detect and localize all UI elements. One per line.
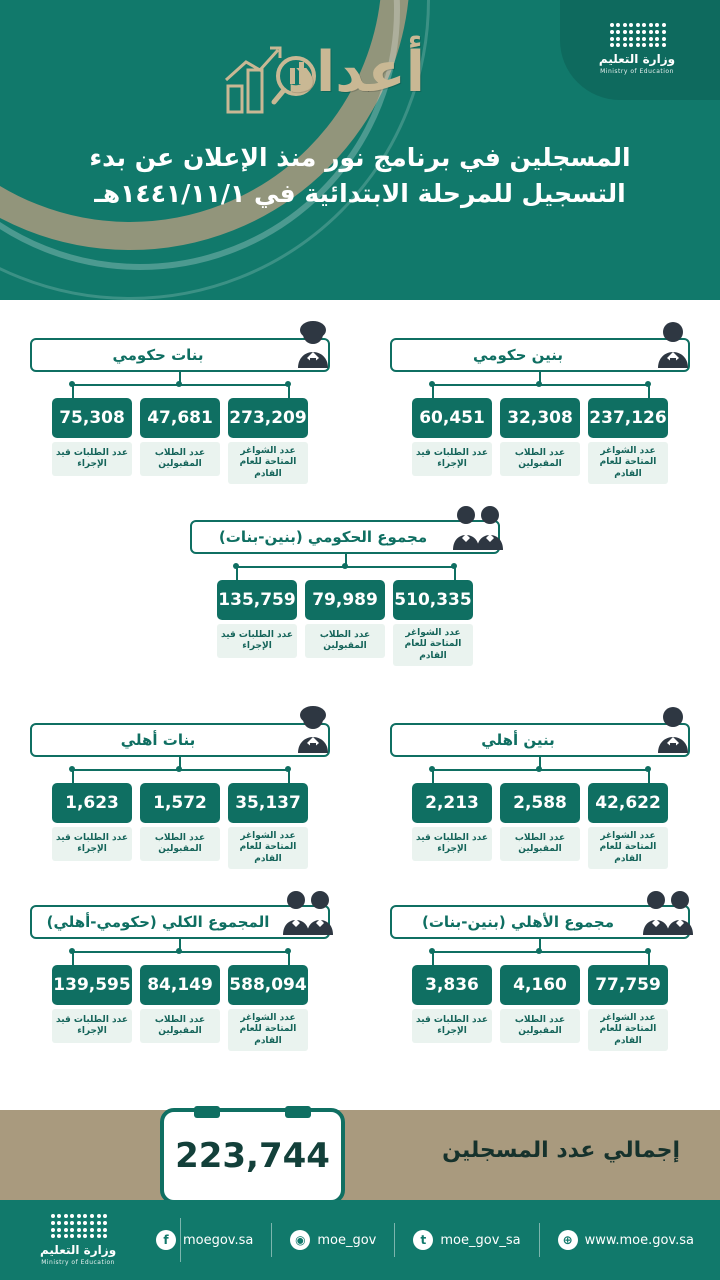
metric-label: عدد الشواغر المتاحة للعام القادم: [588, 1009, 668, 1051]
two-people-icon: [638, 885, 700, 939]
metric-label: عدد الشواغر المتاحة للعام القادم: [393, 624, 473, 666]
metric-label: عدد الطلاب المقبولين: [500, 827, 580, 861]
section-gov-total: [190, 520, 500, 666]
metrics-row: [30, 398, 330, 484]
metric-value: 77,759: [588, 965, 668, 1005]
section-gov-boys-header[interactable]: [390, 338, 690, 372]
metrics-row: [390, 965, 690, 1051]
metric-value: 273,209: [228, 398, 308, 438]
metric-value: 510,335: [393, 580, 473, 620]
section-title: بنات حكومي: [112, 346, 204, 364]
metric-label: عدد الطلبات قيد الإجراء: [52, 1009, 132, 1043]
section-title: بنين حكومي: [473, 346, 563, 364]
section-gov-girls-header[interactable]: [30, 338, 330, 372]
two-people-icon: [278, 885, 340, 939]
section-private-girls: [30, 723, 330, 869]
metric-label: عدد الطلبات قيد الإجراء: [412, 827, 492, 861]
metrics-row: [190, 580, 500, 666]
section-gov-total-header[interactable]: [190, 520, 500, 554]
metric-value: 47,681: [140, 398, 220, 438]
metric-card: [412, 398, 492, 484]
total-value-box: [160, 1108, 345, 1204]
metric-value: 84,149: [140, 965, 220, 1005]
section-grand-total: [30, 905, 330, 1051]
metric-card: [412, 783, 492, 869]
metric-label: عدد الطلاب المقبولين: [140, 1009, 220, 1043]
clip-left-icon: [194, 1106, 220, 1118]
ministry-logo: [572, 12, 702, 86]
metric-label: عدد الشواغر المتاحة للعام القادم: [588, 827, 668, 869]
facebook-icon: f: [156, 1230, 176, 1250]
metric-value: 2,213: [412, 783, 492, 823]
metric-value: 35,137: [228, 783, 308, 823]
logo-dots-icon: [608, 23, 666, 49]
metric-value: 60,451: [412, 398, 492, 438]
metrics-row: [30, 965, 330, 1051]
metric-card: [305, 580, 385, 666]
social-handle: moegov.sa: [182, 1232, 254, 1248]
metric-card: [217, 580, 297, 666]
metric-card: [500, 783, 580, 869]
connector-lines: [30, 939, 330, 965]
total-label: إجمالي عدد المسجلين: [442, 1138, 680, 1163]
metric-label: عدد الطلبات قيد الإجراء: [52, 442, 132, 476]
metric-value: 1,572: [140, 783, 220, 823]
metric-card: [140, 965, 220, 1051]
section-grand-total-header[interactable]: [30, 905, 330, 939]
metric-card: [228, 398, 308, 484]
metric-card: [393, 580, 473, 666]
metric-value: 32,308: [500, 398, 580, 438]
metric-card: [52, 783, 132, 869]
connector-lines: [30, 372, 330, 398]
boy-icon: [646, 318, 700, 372]
social-links: [156, 1223, 720, 1257]
metric-card: [500, 398, 580, 484]
social-link-facebook[interactable]: [156, 1230, 253, 1250]
divider: [271, 1223, 272, 1257]
divider: [539, 1223, 540, 1257]
metric-card: [500, 965, 580, 1051]
metrics-row: [30, 783, 330, 869]
metric-label: عدد الشواغر المتاحة للعام القادم: [588, 442, 668, 484]
social-handle: moe_gov_sa: [440, 1232, 521, 1248]
section-title: مجموع الحكومي (بنين-بنات): [218, 528, 428, 546]
twitter-icon: t: [413, 1230, 433, 1250]
connector-lines: [390, 372, 690, 398]
metric-value: 75,308: [52, 398, 132, 438]
metric-value: 4,160: [500, 965, 580, 1005]
section-gov-boys: [390, 338, 690, 484]
social-link-instagram[interactable]: [290, 1230, 376, 1250]
page-header: [0, 0, 720, 300]
section-private-boys-header[interactable]: [390, 723, 690, 757]
total-value: 223,744: [175, 1136, 330, 1176]
divider: [394, 1223, 395, 1257]
section-title: بنين أهلي: [481, 731, 555, 749]
metric-card: [52, 965, 132, 1051]
footer-divider: [180, 1218, 181, 1262]
metric-card: [52, 398, 132, 484]
metrics-row: [390, 398, 690, 484]
metrics-row: [390, 783, 690, 869]
metric-card: [588, 398, 668, 484]
metric-value: 588,094: [228, 965, 308, 1005]
metric-label: عدد الشواغر المتاحة للعام القادم: [228, 1009, 308, 1051]
section-title: بنات أهلي: [120, 731, 196, 749]
girl-icon: [286, 703, 340, 757]
section-title: المجموع الكلي (حكومي-أهلي): [46, 913, 270, 931]
metric-card: [228, 965, 308, 1051]
section-gov-girls: [30, 338, 330, 484]
metric-card: [588, 965, 668, 1051]
two-people-icon: [448, 500, 510, 554]
metric-label: عدد الطلاب المقبولين: [500, 1009, 580, 1043]
metric-value: 3,836: [412, 965, 492, 1005]
connector-lines: [190, 554, 500, 580]
total-bar: [0, 1110, 720, 1200]
metric-value: 237,126: [588, 398, 668, 438]
page-footer: [0, 1200, 720, 1280]
social-link-twitter[interactable]: [413, 1230, 520, 1250]
metric-value: 1,623: [52, 783, 132, 823]
metric-card: [228, 783, 308, 869]
metric-label: عدد الطلبات قيد الإجراء: [52, 827, 132, 861]
metric-card: [140, 398, 220, 484]
metric-card: [140, 783, 220, 869]
metric-value: 42,622: [588, 783, 668, 823]
website-link[interactable]: [558, 1230, 694, 1250]
page-title: أعداد: [287, 40, 425, 105]
girl-icon: [286, 318, 340, 372]
metric-value: 79,989: [305, 580, 385, 620]
footer-ministry-name-en: Ministry of Education: [41, 1259, 115, 1266]
metric-label: عدد الطلاب المقبولين: [140, 442, 220, 476]
metric-label: عدد الطلاب المقبولين: [140, 827, 220, 861]
metric-value: 135,759: [217, 580, 297, 620]
connector-lines: [390, 757, 690, 783]
page-subtitle: المسجلين في برنامج نور منذ الإعلان عن بدء التسجيل للمرحلة الابتدائية في ١٤٤١/١١/١هـ: [89, 143, 631, 209]
metric-label: عدد الشواغر المتاحة للعام القادم: [228, 442, 308, 484]
ministry-name-en: Ministry of Education: [600, 68, 674, 75]
section-private-total-header[interactable]: [390, 905, 690, 939]
metric-label: عدد الطلبات قيد الإجراء: [412, 442, 492, 476]
instagram-icon: ◉: [290, 1230, 310, 1250]
ministry-name: وزارة التعليم: [598, 52, 676, 66]
footer-ministry-name: وزارة التعليم: [40, 1243, 117, 1257]
section-private-boys: [390, 723, 690, 869]
social-handle: moe_gov: [317, 1232, 377, 1248]
section-title: مجموع الأهلي (بنين-بنات): [421, 913, 615, 931]
boy-icon: [646, 703, 700, 757]
metric-label: عدد الطلبات قيد الإجراء: [217, 624, 297, 658]
metric-value: 139,595: [52, 965, 132, 1005]
metric-label: عدد الطلاب المقبولين: [305, 624, 385, 658]
website-url: www.moe.gov.sa: [584, 1232, 694, 1248]
globe-icon: ⊕: [558, 1230, 578, 1250]
section-private-girls-header[interactable]: [30, 723, 330, 757]
connector-lines: [30, 757, 330, 783]
clip-right-icon: [285, 1106, 311, 1118]
metric-label: عدد الشواغر المتاحة للعام القادم: [228, 827, 308, 869]
metric-label: عدد الطلاب المقبولين: [500, 442, 580, 476]
footer-ministry-logo: [40, 1214, 116, 1266]
connector-lines: [390, 939, 690, 965]
metric-card: [588, 783, 668, 869]
logo-dots-icon: [49, 1214, 107, 1240]
metric-card: [412, 965, 492, 1051]
section-private-total: [390, 905, 690, 1051]
metric-value: 2,588: [500, 783, 580, 823]
metric-label: عدد الطلبات قيد الإجراء: [412, 1009, 492, 1043]
